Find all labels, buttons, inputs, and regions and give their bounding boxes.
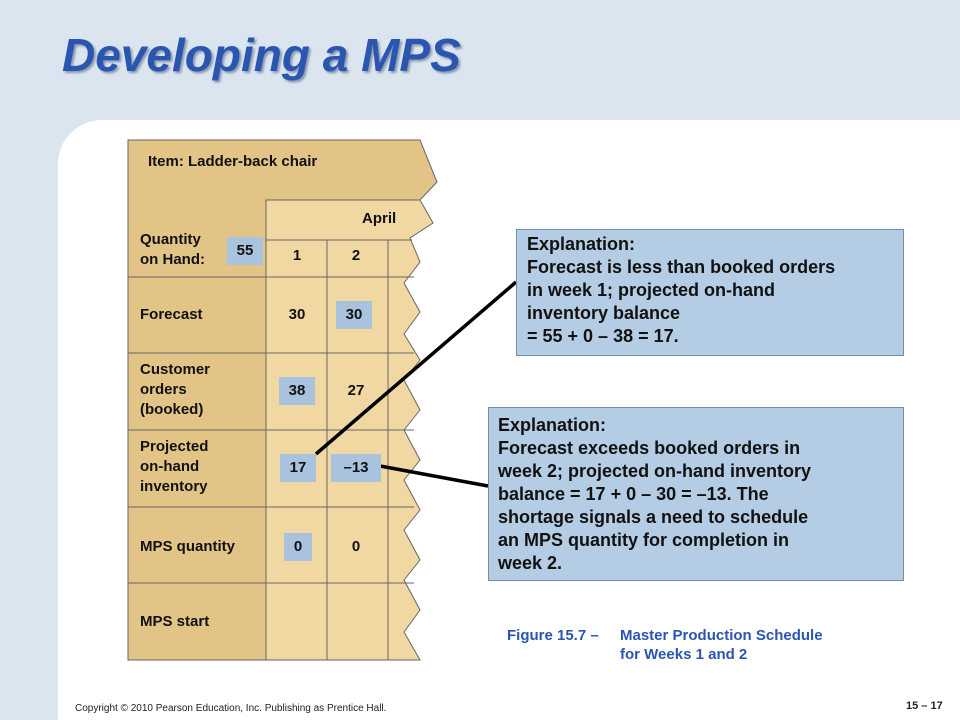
- row-label-forecast: Forecast: [140, 306, 203, 323]
- explanation-2-line-1: Forecast exceeds booked orders in: [498, 438, 801, 458]
- caption-figure-number: Figure 15.7 –: [507, 627, 599, 644]
- explanation-2-line-3: balance = 17 + 0 – 30 = –13. The: [498, 484, 769, 504]
- customer-orders-label-line-3: (booked): [140, 401, 204, 418]
- explanation-2-line-4: shortage signals a need to schedule: [498, 507, 809, 527]
- explanation-box-1: [516, 229, 904, 356]
- customer-orders-label-line-2: orders: [140, 381, 187, 398]
- projected-label-line-2: on-hand: [140, 458, 200, 475]
- row-label-mps-quantity: MPS quantity: [140, 538, 236, 555]
- copyright-notice: Copyright © 2010 Pearson Education, Inc. Publishing as Prentice Hall.: [75, 703, 387, 714]
- week-header-1: 1: [292, 247, 302, 264]
- explanation-1-heading: Explanation:: [527, 234, 636, 254]
- explanation-box-2: [488, 407, 904, 581]
- quantity-on-hand-label: [140, 230, 205, 270]
- slide-title: Developing a MPS: [62, 29, 461, 81]
- forecast-week-1: 30: [288, 306, 306, 323]
- mps-quantity-week-2: 0: [351, 538, 361, 555]
- explanation-2-heading: Explanation:: [498, 415, 607, 435]
- week-header-2: 2: [351, 247, 361, 264]
- mps-quantity-week-1: 0: [284, 533, 312, 561]
- caption-line-1: Master Production Schedule: [620, 627, 823, 644]
- explanation-1-line-2: in week 1; projected on-hand: [527, 280, 776, 300]
- forecast-week-2: 30: [336, 301, 372, 329]
- quantity-on-hand-value: 55: [227, 237, 263, 265]
- row-label-projected-inventory: [140, 437, 208, 497]
- row-label-customer-orders: [140, 360, 210, 420]
- projected-label-line-3: inventory: [140, 478, 208, 495]
- item-label: Item: Ladder-back chair: [148, 153, 318, 170]
- explanation-2-line-6: week 2.: [498, 553, 563, 573]
- projected-label-line-1: Projected: [140, 438, 209, 455]
- projected-week-2: –13: [331, 454, 381, 482]
- explanation-1-line-3: inventory balance: [527, 303, 681, 323]
- row-label-mps-start: MPS start: [140, 613, 210, 630]
- explanation-1-line-1: Forecast is less than booked orders: [527, 257, 836, 277]
- caption-line-2: for Weeks 1 and 2: [620, 646, 748, 663]
- explanation-1-line-4: = 55 + 0 – 38 = 17.: [527, 326, 679, 346]
- quantity-label-line-2: on Hand:: [140, 251, 205, 268]
- explanation-2-line-5: an MPS quantity for completion in: [498, 530, 790, 550]
- projected-week-1: 17: [280, 454, 316, 482]
- customer-orders-week-2: 27: [347, 382, 365, 399]
- explanation-2-line-2: week 2; projected on-hand inventory: [498, 461, 812, 481]
- month-label: April: [362, 210, 397, 227]
- slide-number: 15 – 17: [906, 700, 943, 712]
- figure-caption: [507, 626, 823, 664]
- customer-orders-week-1: 38: [279, 377, 315, 405]
- quantity-label-line-1: Quantity: [140, 231, 201, 248]
- customer-orders-label-line-1: Customer: [140, 361, 211, 378]
